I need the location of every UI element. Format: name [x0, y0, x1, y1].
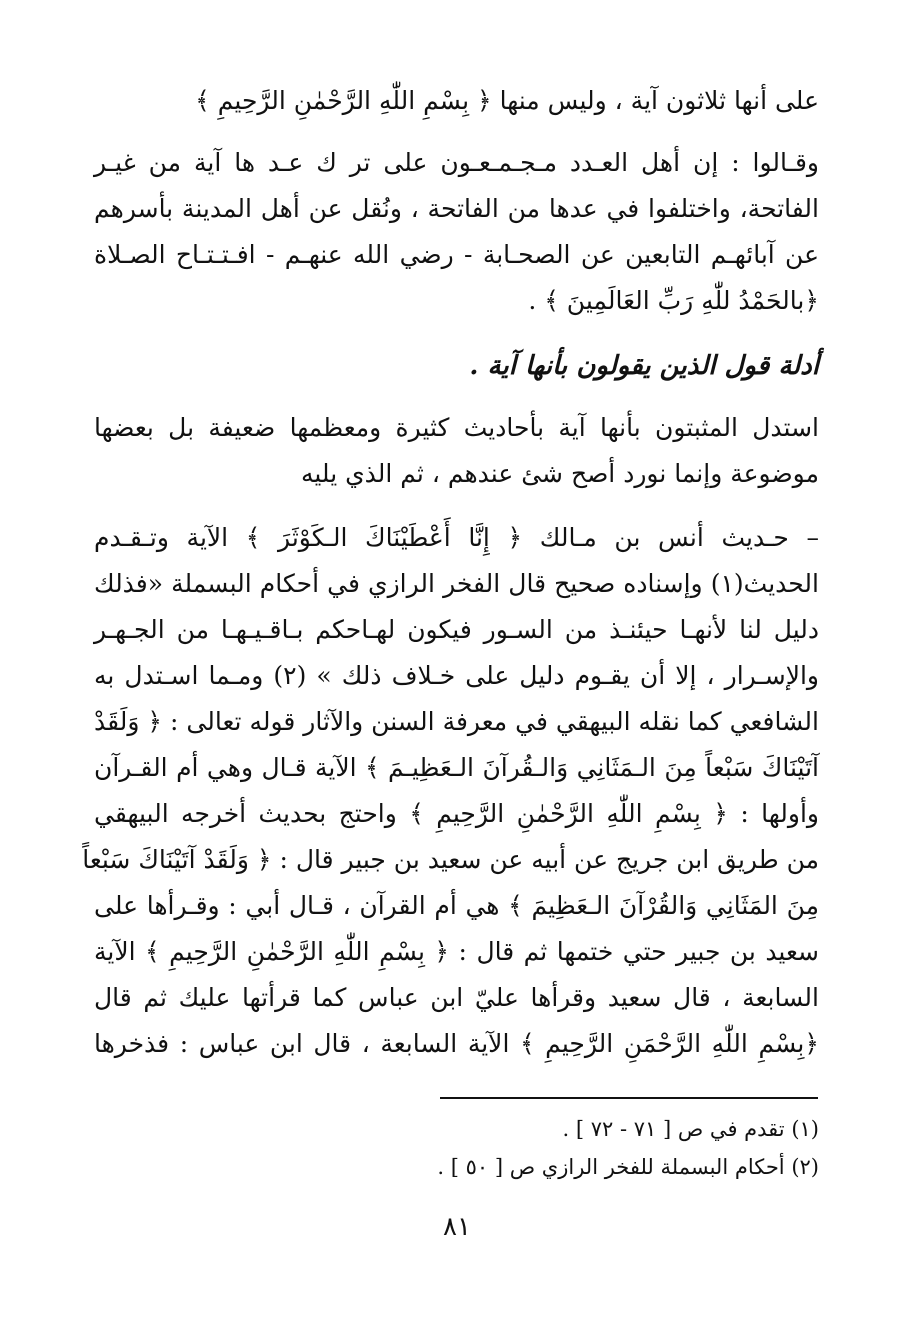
text-line: وقـالوا : إن أهل العـدد مـجـمـعـون على تر ك عـد ها آية من غيـر	[94, 148, 819, 177]
text-line: الشافعي كما نقله البيهقي في معرفة السنن والآثار قوله تعالى : ﴿ وَلَقَدْ	[94, 707, 819, 736]
text-line: السابعة ، قال سعيد وقرأها عليّ ابن عباس كما قرأتها عليك ثم قال	[94, 983, 819, 1012]
text-line: سعيد بن جبير حتي ختمها ثم قال : ﴿ بِسْمِ اللّٰهِ الرَّحْمٰنِ الرَّحِيمِ ﴾ الآية	[94, 937, 819, 966]
text-line: ﴿بِسْمِ اللّٰهِ الرَّحْمَنِ الرَّحِيمِ ﴾ الآية السابعة ، قال ابن عباس : فذخرها	[94, 1029, 819, 1058]
page-number: ٨١	[443, 1212, 471, 1242]
text-line: عن آبائهـم التابعين عن الصحـابة - رضي الله عنهـم - افـتـتـاح الصـلاة	[94, 240, 819, 269]
text-line: وأولها : ﴿ بِسْمِ اللّٰهِ الرَّحْمٰنِ الرَّحِيمِ ﴾ واحتج بحديث أخرجه البيهقي	[94, 799, 819, 828]
footnote: (١) تقدم في ص [ ٧١ - ٧٢ ] .	[562, 1117, 819, 1141]
text-line: مِنَ المَثَانِي وَالقُرْآنَ الـعَظِيمَ ﴾ هي أم القرآن ، قـال أبي : وقـرأها على	[94, 891, 819, 920]
text-line: من طريق ابن جريج عن أبيه عن سعيد بن جبير قال : ﴿ وَلَقَدْ آتَيْنَاكَ سَبْعاً	[82, 845, 819, 874]
section-heading: أدلة قول الذين يقولون بأنها آية .	[469, 351, 819, 381]
footnote-divider	[440, 1097, 818, 1099]
text-line: والإسـرار ، إلا أن يقـوم دليل على خـلاف ذلك » (٢) ومـما اسـتدل به	[94, 661, 819, 690]
text-line: آتَيْنَاكَ سَبْعاً مِنَ الـمَثَانِي وَالـقُرآنَ الـعَظِيـمَ ﴾ الآية قـال وهي أم القـرآن	[94, 753, 819, 782]
text-line: – حـديث أنس بن مـالك ﴿ إِنَّا أَعْطَيْنَاكَ الـكَوْثَرَ ﴾ الآية وتـقـدم	[94, 523, 819, 552]
text-line: ﴿بالحَمْدُ للّٰهِ رَبِّ العَالَمِينَ ﴾ .	[528, 286, 819, 315]
text-line: الحديث(١) وإسناده صحيح قال الفخر الرازي في أحكام البسملة «فذلك	[94, 569, 819, 598]
text-line: استدل المثبتون بأنها آية بأحاديث كثيرة ومعظمها ضعيفة بل بعضها	[94, 413, 819, 442]
text-line: الفاتحة، واختلفوا في عدها من الفاتحة ، ونُقل عن أهل المدينة بأسرهم	[94, 194, 819, 223]
text-line: موضوعة وإنما نورد أصح شئ عندهم ، ثم الذي يليه	[300, 459, 819, 488]
text-line: دليل لنا لأنهـا حيئنـذ من السـور فيكون لهـاحكم بـاقـيـهـا من الجـهـر	[94, 615, 819, 644]
footnote: (٢) أحكام البسملة للفخر الرازي ص [ ٥٠ ] .	[437, 1155, 819, 1179]
text-line: على أنها ثلاثون آية ، وليس منها ﴿ بِسْمِ اللّٰهِ الرَّحْمٰنِ الرَّحِيمِ ﴾	[195, 86, 819, 115]
